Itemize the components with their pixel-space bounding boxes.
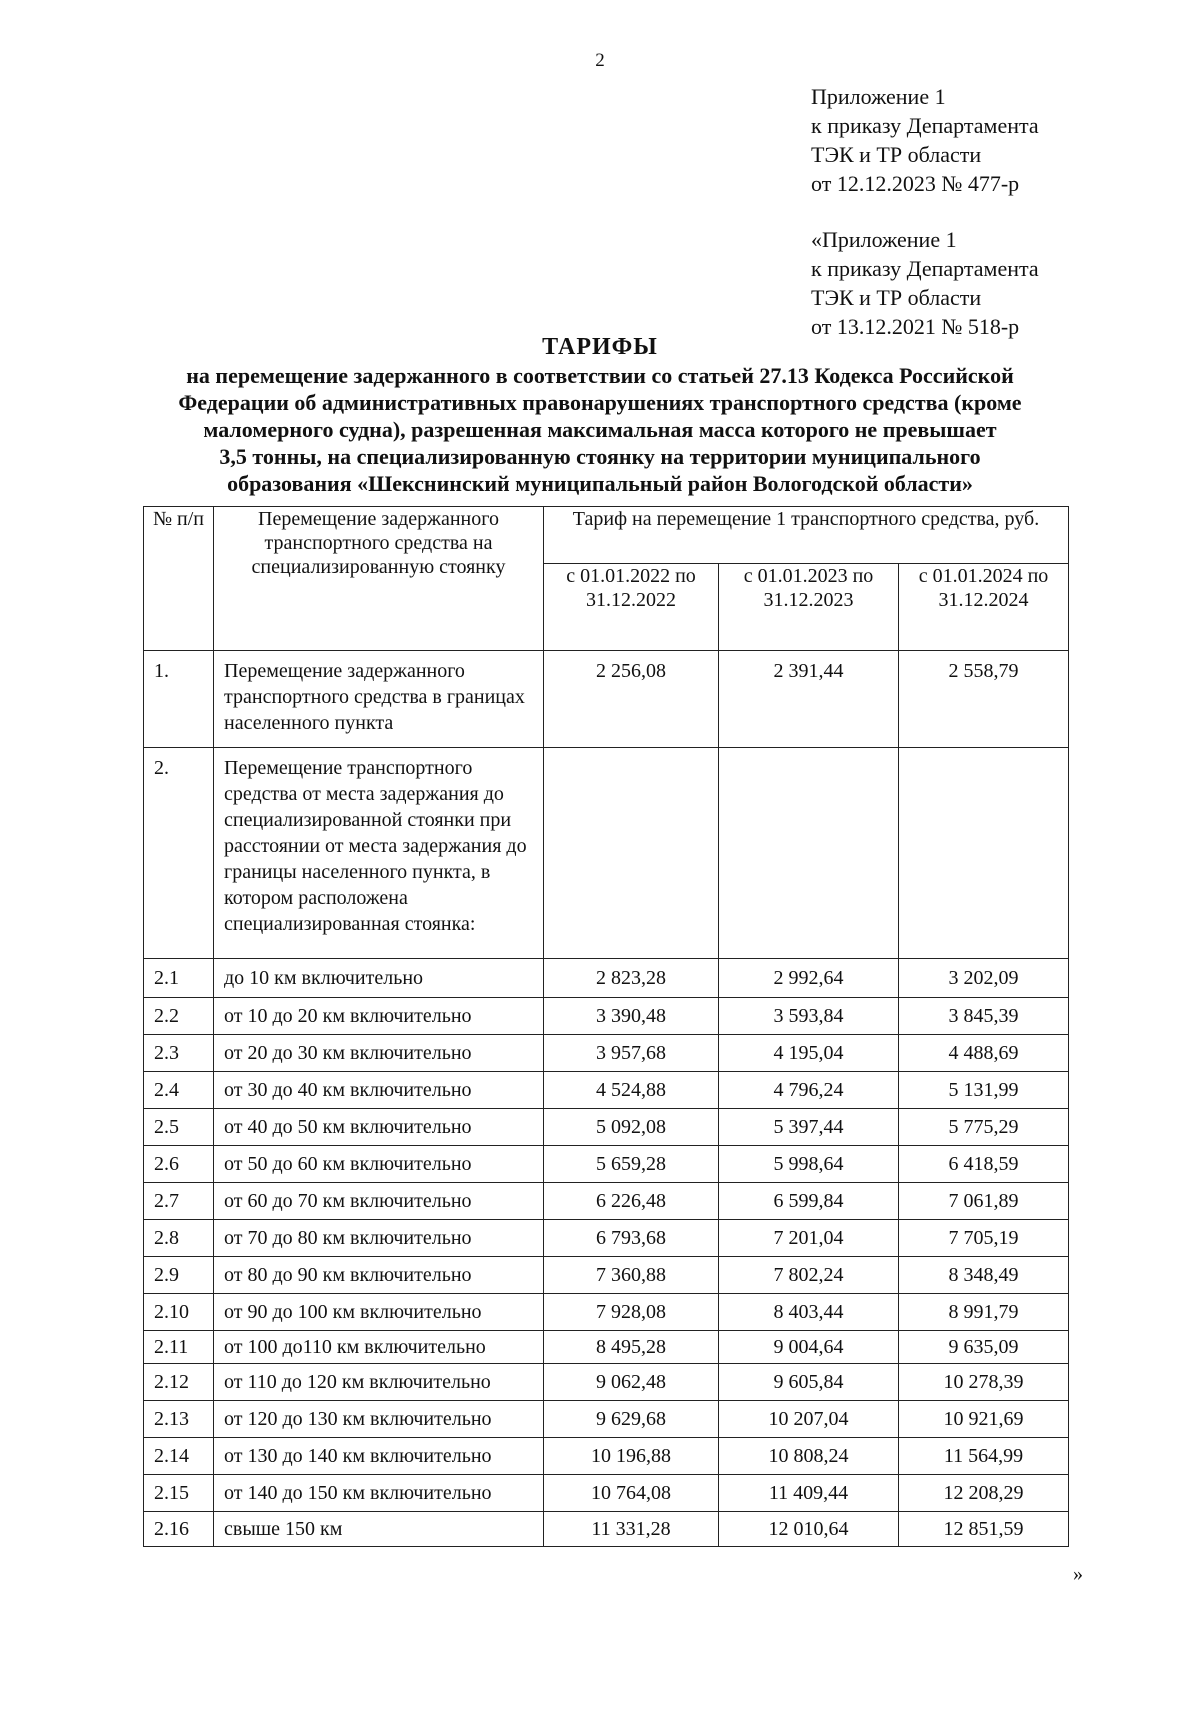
row-number: 2.2	[144, 998, 214, 1035]
row-number: 2.	[144, 748, 214, 959]
row-description: до 10 км включительно	[214, 959, 544, 998]
document-subtitle	[80, 362, 1120, 497]
tariff-value: 5 659,28	[544, 1146, 719, 1183]
tariff-value: 10 207,04	[719, 1401, 899, 1438]
row-description: от 50 до 60 км включительно	[214, 1146, 544, 1183]
tariff-value: 5 397,44	[719, 1109, 899, 1146]
tariff-value: 6 418,59	[899, 1146, 1069, 1183]
tariff-value: 10 278,39	[899, 1364, 1069, 1401]
row-number: 2.9	[144, 1257, 214, 1294]
tariff-value: 10 808,24	[719, 1438, 899, 1475]
table-row	[144, 651, 1069, 748]
subtitle-line: образования «Шекснинский муниципальный район Вологодской области»	[227, 471, 973, 496]
annex-line: Приложение 1	[811, 84, 946, 109]
tariff-value: 7 705,19	[899, 1220, 1069, 1257]
table-row	[144, 1512, 1069, 1547]
row-number: 2.4	[144, 1072, 214, 1109]
tariff-table	[143, 506, 1069, 1547]
table-row	[144, 1294, 1069, 1331]
row-description: от 30 до 40 км включительно	[214, 1072, 544, 1109]
tariff-value: 12 208,29	[899, 1475, 1069, 1512]
header-period: с 01.01.2023 по 31.12.2023	[719, 564, 899, 651]
row-description: от 40 до 50 км включительно	[214, 1109, 544, 1146]
row-number: 2.15	[144, 1475, 214, 1512]
annex-line: к приказу Департамента	[811, 256, 1039, 281]
tariff-value: 4 524,88	[544, 1072, 719, 1109]
tariff-value: 3 957,68	[544, 1035, 719, 1072]
table-row	[144, 1183, 1069, 1220]
row-description: от 70 до 80 км включительно	[214, 1220, 544, 1257]
tariff-value: 7 360,88	[544, 1257, 719, 1294]
annex-line: ТЭК и ТР области	[811, 142, 982, 167]
tariff-value: 3 845,39	[899, 998, 1069, 1035]
tariff-value	[719, 748, 899, 959]
row-description: от 80 до 90 км включительно	[214, 1257, 544, 1294]
row-description: от 140 до 150 км включительно	[214, 1475, 544, 1512]
row-description: свыше 150 км	[214, 1512, 544, 1547]
row-description: от 10 до 20 км включительно	[214, 998, 544, 1035]
row-number: 2.5	[144, 1109, 214, 1146]
tariff-value: 8 348,49	[899, 1257, 1069, 1294]
annex-line: «Приложение 1	[811, 227, 957, 252]
table-row	[144, 1220, 1069, 1257]
tariff-value: 12 010,64	[719, 1512, 899, 1547]
tariff-value: 10 921,69	[899, 1401, 1069, 1438]
tariff-value: 11 409,44	[719, 1475, 899, 1512]
row-description: от 100 до110 км включительно	[214, 1331, 544, 1364]
tariff-value: 4 488,69	[899, 1035, 1069, 1072]
subtitle-line: Федерации об административных правонарушениях транспортного средства (кроме	[178, 390, 1022, 415]
tariff-value: 3 202,09	[899, 959, 1069, 998]
row-description: от 120 до 130 км включительно	[214, 1401, 544, 1438]
tariff-value: 7 061,89	[899, 1183, 1069, 1220]
row-number: 2.7	[144, 1183, 214, 1220]
tariff-value: 3 390,48	[544, 998, 719, 1035]
tariff-value: 5 131,99	[899, 1072, 1069, 1109]
tariff-value: 9 635,09	[899, 1331, 1069, 1364]
tariff-value: 6 599,84	[719, 1183, 899, 1220]
row-number: 2.12	[144, 1364, 214, 1401]
annex-line: к приказу Департамента	[811, 113, 1039, 138]
row-description: от 20 до 30 км включительно	[214, 1035, 544, 1072]
header-period: с 01.01.2022 по 31.12.2022	[544, 564, 719, 651]
row-number: 2.6	[144, 1146, 214, 1183]
subtitle-line: на перемещение задержанного в соответствии со статьей 27.13 Кодекса Российской	[186, 363, 1014, 388]
tariff-value: 10 764,08	[544, 1475, 719, 1512]
row-number: 2.14	[144, 1438, 214, 1475]
tariff-value: 5 775,29	[899, 1109, 1069, 1146]
header-description: Перемещение задержанного транспортного средства на специализированную стоянку	[214, 507, 544, 651]
tariff-value: 11 564,99	[899, 1438, 1069, 1475]
row-description: от 90 до 100 км включительно	[214, 1294, 544, 1331]
tariff-value	[899, 748, 1069, 959]
tariff-value: 9 062,48	[544, 1364, 719, 1401]
row-number: 2.13	[144, 1401, 214, 1438]
tariff-value: 7 928,08	[544, 1294, 719, 1331]
tariff-value: 12 851,59	[899, 1512, 1069, 1547]
document-title: ТАРИФЫ	[542, 334, 658, 360]
row-number: 2.1	[144, 959, 214, 998]
tariff-value: 2 823,28	[544, 959, 719, 998]
tariff-value: 2 391,44	[719, 651, 899, 748]
table-row	[144, 1364, 1069, 1401]
row-description: от 110 до 120 км включительно	[214, 1364, 544, 1401]
page-number: 2	[595, 50, 605, 71]
row-description: от 60 до 70 км включительно	[214, 1183, 544, 1220]
tariff-value: 3 593,84	[719, 998, 899, 1035]
table-row	[144, 1035, 1069, 1072]
row-number: 2.16	[144, 1512, 214, 1547]
tariff-value: 5 092,08	[544, 1109, 719, 1146]
header-tariff: Тариф на перемещение 1 транспортного средства, руб.	[544, 507, 1069, 564]
tariff-value: 8 991,79	[899, 1294, 1069, 1331]
tariff-value: 7 802,24	[719, 1257, 899, 1294]
table-row	[144, 1146, 1069, 1183]
row-number: 1.	[144, 651, 214, 748]
table-row	[144, 959, 1069, 998]
closing-quote: »	[1073, 1563, 1083, 1585]
tariff-value: 9 605,84	[719, 1364, 899, 1401]
tariff-value: 2 992,64	[719, 959, 899, 998]
row-number: 2.11	[144, 1331, 214, 1364]
header-period: с 01.01.2024 по 31.12.2024	[899, 564, 1069, 651]
table-row	[144, 1072, 1069, 1109]
tariff-value: 4 796,24	[719, 1072, 899, 1109]
tariff-value: 5 998,64	[719, 1146, 899, 1183]
table-row	[144, 1401, 1069, 1438]
tariff-value: 2 558,79	[899, 651, 1069, 748]
header-number: № п/п	[144, 507, 214, 651]
table-row	[144, 998, 1069, 1035]
row-description: Перемещение задержанного транспортного средства в границах населенного пункта	[214, 651, 544, 748]
tariff-table-body	[144, 651, 1069, 1547]
row-number: 2.3	[144, 1035, 214, 1072]
tariff-value	[544, 748, 719, 959]
row-number: 2.10	[144, 1294, 214, 1331]
annex-line: от 12.12.2023 № 477-р	[811, 171, 1020, 196]
table-row	[144, 1331, 1069, 1364]
annex-line: от 13.12.2021 № 518-р	[811, 314, 1020, 339]
tariff-value: 9 004,64	[719, 1331, 899, 1364]
tariff-value: 2 256,08	[544, 651, 719, 748]
tariff-value: 4 195,04	[719, 1035, 899, 1072]
table-row	[144, 1475, 1069, 1512]
tariff-value: 9 629,68	[544, 1401, 719, 1438]
tariff-value: 6 793,68	[544, 1220, 719, 1257]
annex-previous	[811, 225, 1039, 341]
subtitle-line: 3,5 тонны, на специализированную стоянку на территории муниципального	[219, 444, 981, 469]
tariff-value: 8 495,28	[544, 1331, 719, 1364]
tariff-value: 11 331,28	[544, 1512, 719, 1547]
table-row	[144, 1109, 1069, 1146]
table-row	[144, 1438, 1069, 1475]
subtitle-line: маломерного судна), разрешенная максимальная масса которого не превышает	[203, 417, 997, 442]
tariff-value: 8 403,44	[719, 1294, 899, 1331]
table-row	[144, 748, 1069, 959]
row-description: Перемещение транспортного средства от места задержания до специализированной стоянки при расстоянии от места задержания до границы населенного пункта, в котором расположена специализированная стоянка:	[214, 748, 544, 959]
row-description: от 130 до 140 км включительно	[214, 1438, 544, 1475]
row-number: 2.8	[144, 1220, 214, 1257]
tariff-value: 10 196,88	[544, 1438, 719, 1475]
tariff-value: 7 201,04	[719, 1220, 899, 1257]
table-row	[144, 1257, 1069, 1294]
annex-line: ТЭК и ТР области	[811, 285, 982, 310]
annex-current	[811, 82, 1039, 198]
tariff-value: 6 226,48	[544, 1183, 719, 1220]
